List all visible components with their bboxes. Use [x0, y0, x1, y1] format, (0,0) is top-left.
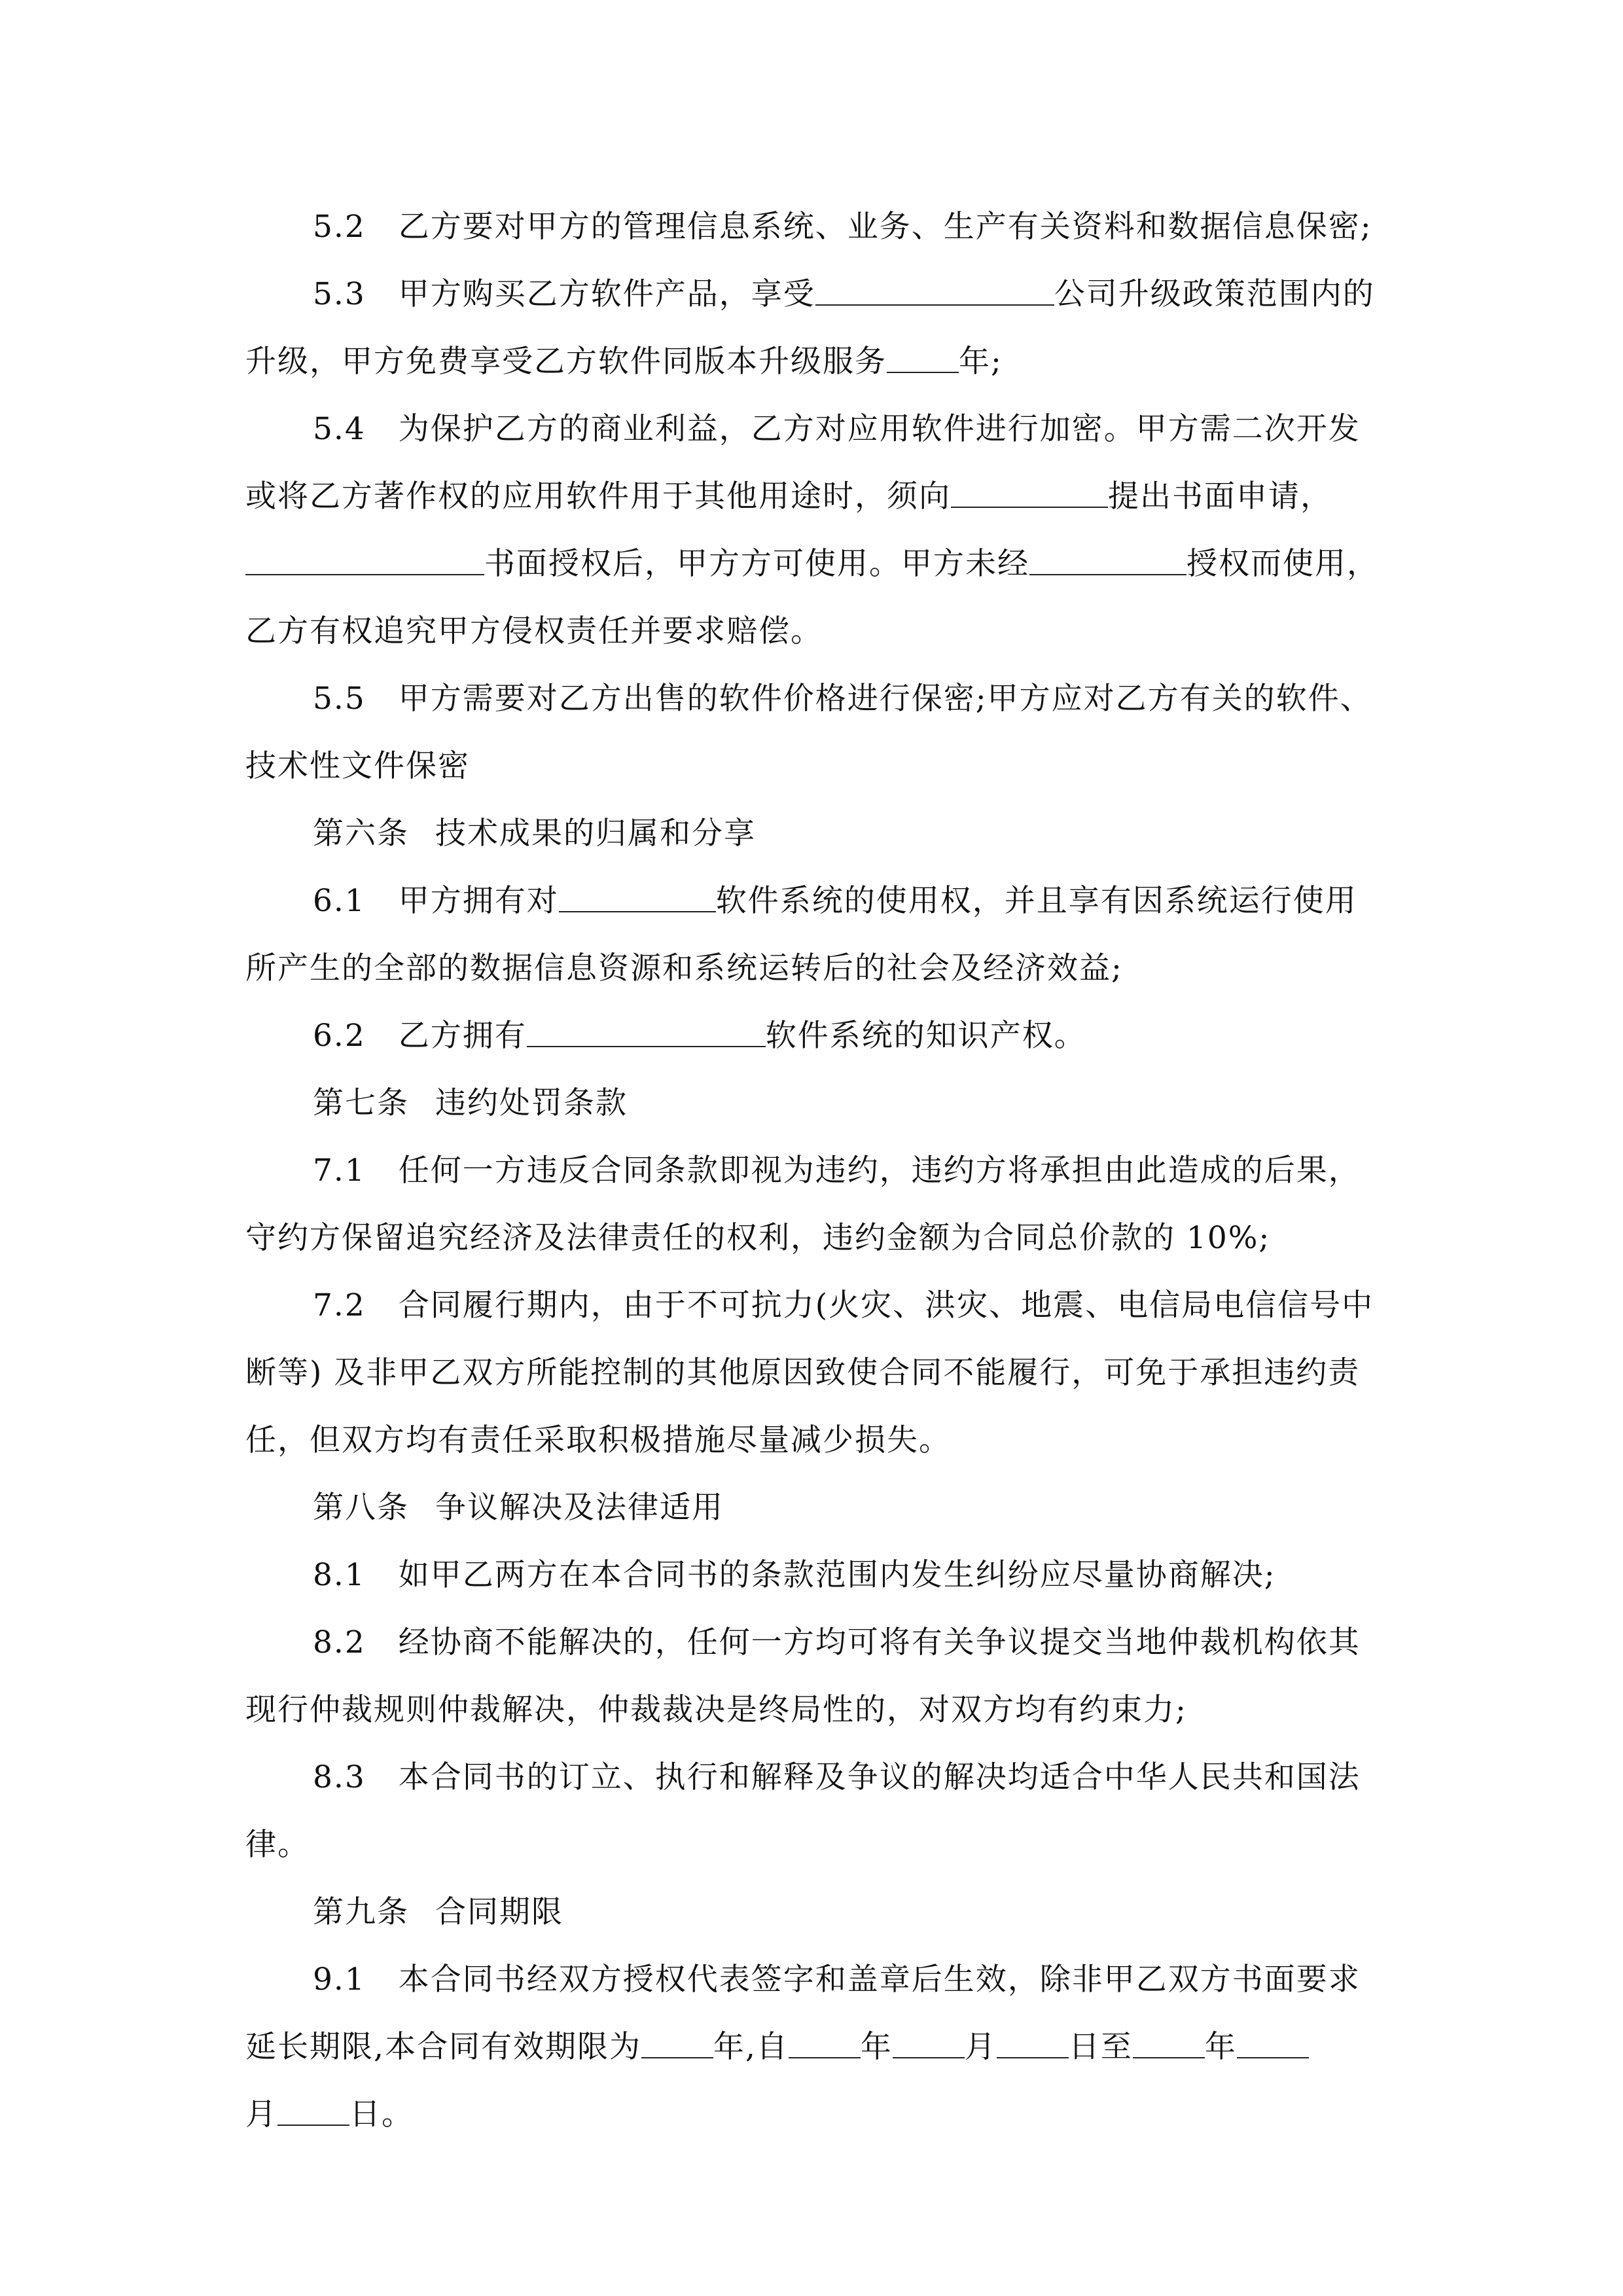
clause-7-1: [245, 1137, 1378, 1272]
fill-blank[interactable]: [951, 478, 1108, 508]
clause-number: 7.1: [313, 1153, 366, 1189]
fill-blank[interactable]: [789, 2028, 861, 2058]
article-number: 第九条: [313, 1894, 409, 1930]
clause-text: 技术性文件保密: [245, 748, 470, 784]
clause-text: 日至: [1068, 2029, 1133, 2065]
clause-number: 7.2: [313, 1287, 366, 1323]
fill-blank[interactable]: [893, 2028, 965, 2058]
clause-5-4: [245, 395, 1378, 665]
fill-blank[interactable]: [887, 343, 959, 373]
fill-blank[interactable]: [1029, 545, 1186, 575]
clause-number: 8.3: [313, 1759, 366, 1795]
fill-blank[interactable]: [1237, 2028, 1309, 2058]
clause-8-2: [245, 1609, 1378, 1744]
clause-5-3: [245, 260, 1378, 395]
clause-text: 年: [860, 2029, 893, 2065]
clause-number: 6.1: [313, 883, 366, 919]
fill-blank[interactable]: [1133, 2028, 1205, 2058]
contract-page: [245, 193, 1378, 2148]
clause-text: 本合同书经双方授权代表签字和盖章后生效，除非甲乙双方书面要求: [398, 1962, 1361, 1998]
fill-blank[interactable]: [559, 882, 716, 912]
clause-number: 8.2: [313, 1624, 366, 1660]
clause-text: 如甲乙两方在本合同书的条款范围内发生纠纷应尽量协商解决;: [398, 1557, 1276, 1593]
clause-text: 或将乙方著作权的应用软件用于其他用途时，须向: [245, 478, 951, 514]
clause-text: 合同履行期内，由于不可抗力(火灾、洪灾、地震、电信局电信信号中: [398, 1287, 1374, 1323]
clause-text: 经协商不能解决的，任何一方均可将有关争议提交当地仲裁机构依其: [398, 1624, 1361, 1660]
clause-text: 断等) 及非甲乙双方所能控制的其他原因致使合同不能履行，可免于承担违约责: [245, 1355, 1361, 1391]
clause-text: 软件系统的使用权，并且享有因系统运行使用: [715, 883, 1357, 919]
clause-text: 书面授权后，甲方方可使用。甲方未经: [484, 546, 1029, 582]
clause-text: 为保护乙方的商业利益，乙方对应用软件进行加密。甲方需二次开发: [398, 411, 1361, 447]
clause-6-1: [245, 867, 1378, 1002]
clause-8-3: [245, 1744, 1378, 1878]
clause-text: 年: [1204, 2029, 1237, 2065]
article-title: 争议解决及法律适用: [435, 1490, 724, 1526]
clause-text: 日。: [349, 2096, 414, 2132]
clause-number: 5.3: [313, 276, 366, 312]
clause-text: 乙方要对甲方的管理信息系统、业务、生产有关资料和数据信息保密;: [398, 209, 1372, 245]
clause-text: 升级，甲方免费享受乙方软件同版本升级服务: [245, 344, 887, 380]
clause-number: 9.1: [313, 1962, 366, 1998]
clause-number: 6.2: [313, 1018, 366, 1054]
clause-text: 甲方购买乙方软件产品，享受: [398, 276, 815, 312]
clause-text: 年,自: [713, 2029, 789, 2065]
clause-text: 任，但双方均有责任采取积极措施尽量减少损失。: [245, 1422, 951, 1458]
clause-number: 5.2: [313, 209, 366, 245]
article-number: 第七条: [313, 1085, 409, 1121]
article-title: 合同期限: [435, 1894, 563, 1930]
article-title: 违约处罚条款: [435, 1085, 628, 1121]
clause-text: 授权而使用，: [1186, 546, 1379, 582]
article-number: 第六条: [313, 816, 409, 852]
clause-text: 软件系统的知识产权。: [765, 1018, 1086, 1054]
clause-text: 月: [245, 2096, 277, 2132]
article-title: 技术成果的归属和分享: [435, 816, 756, 852]
fill-blank[interactable]: [527, 1017, 766, 1047]
clause-text: 甲方需要对乙方出售的软件价格进行保密;甲方应对乙方有关的软件、: [398, 681, 1372, 717]
clause-text: 提出书面申请，: [1108, 478, 1332, 514]
clause-text: 延长期限,本合同有效期限为: [245, 2029, 641, 2065]
article-8-heading: [245, 1474, 1378, 1541]
article-6-heading: [245, 800, 1378, 867]
fill-blank[interactable]: [815, 276, 1054, 306]
clause-text: 所产生的全部的数据信息资源和系统运转后的社会及经济效益;: [245, 950, 1123, 986]
clause-number: 5.4: [313, 411, 366, 447]
clause-9-1: [245, 1946, 1378, 2148]
clause-5-5: [245, 665, 1378, 800]
clause-5-2: [245, 193, 1378, 260]
clause-text: 任何一方违反合同条款即视为违约，违约方将承担由此造成的后果，: [398, 1153, 1361, 1189]
clause-7-2: [245, 1272, 1378, 1474]
fill-blank[interactable]: [277, 2096, 349, 2126]
clause-number: 8.1: [313, 1557, 366, 1593]
clause-text: 甲方拥有对: [398, 883, 559, 919]
fill-blank[interactable]: [245, 545, 484, 575]
clause-8-1: [245, 1541, 1378, 1609]
fill-blank[interactable]: [997, 2028, 1069, 2058]
article-9-heading: [245, 1878, 1378, 1946]
article-number: 第八条: [313, 1490, 409, 1526]
article-7-heading: [245, 1069, 1378, 1137]
clause-text: 律。: [245, 1827, 310, 1863]
clause-text: 乙方拥有: [398, 1018, 527, 1054]
clause-text: 守约方保留追究经济及法律责任的权利，违约金额为合同总价款的 10%;: [245, 1220, 1271, 1256]
fill-blank[interactable]: [641, 2028, 713, 2058]
clause-text: 公司升级政策范围内的: [1054, 276, 1375, 312]
clause-text: 现行仲裁规则仲裁解决，仲裁裁决是终局性的，对双方均有约束力;: [245, 1692, 1187, 1728]
clause-text: 本合同书的订立、执行和解释及争议的解决均适合中华人民共和国法: [398, 1759, 1361, 1795]
clause-text: 乙方有权追究甲方侵权责任并要求赔偿。: [245, 613, 823, 649]
clause-6-2: [245, 1002, 1378, 1069]
clause-text: 月: [964, 2029, 997, 2065]
clause-number: 5.5: [313, 681, 366, 717]
clause-text: 年;: [959, 344, 1003, 380]
